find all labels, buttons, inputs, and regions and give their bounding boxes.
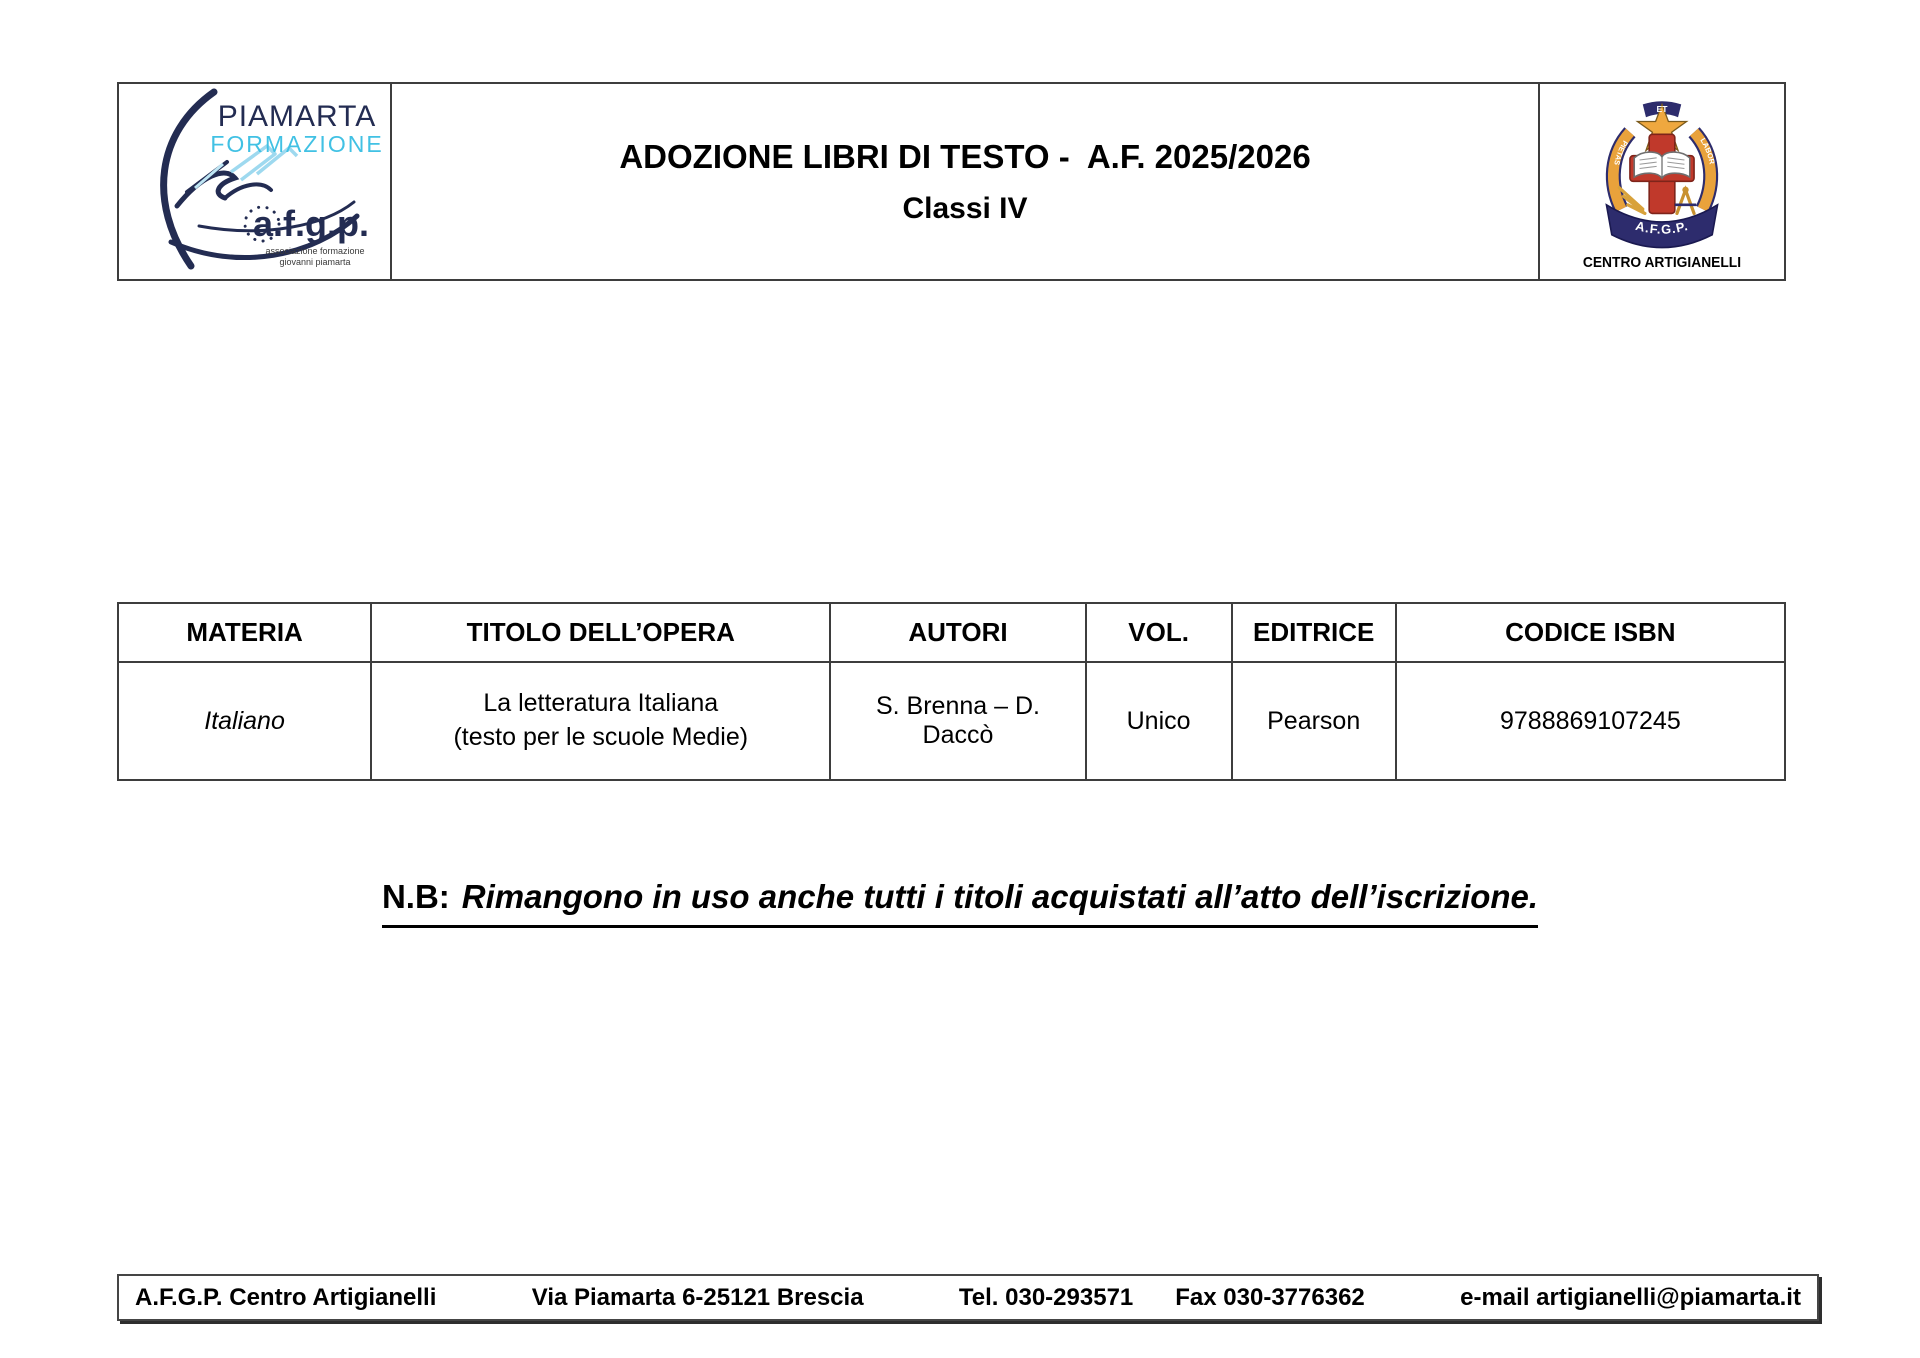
piamarta-formazione-logo xyxy=(119,84,392,279)
crest-motto-left: PIETAS xyxy=(1612,138,1630,166)
page-subtitle: Classi IV xyxy=(902,191,1028,225)
titolo-line-2: (testo per le scuole Medie) xyxy=(453,723,749,751)
col-header-isbn: CODICE ISBN xyxy=(1396,603,1785,662)
col-header-editrice: EDITRICE xyxy=(1232,603,1396,662)
table-row xyxy=(118,662,1785,780)
crest-motto-top: ET xyxy=(1656,103,1668,114)
afgp-crest-icon xyxy=(1587,98,1737,254)
header-title-cell xyxy=(392,84,1538,279)
cell-isbn: 9788869107245 xyxy=(1396,662,1785,780)
header xyxy=(117,82,1786,281)
footer-tel: Tel. 030-293571 xyxy=(958,1283,1134,1311)
logo-wordmark-piamarta: PIAMARTA xyxy=(217,100,377,133)
note xyxy=(0,878,1920,928)
crest-acronym: A.F.G.P. xyxy=(1633,217,1691,237)
logo-acronym: a.f.g.p. xyxy=(253,203,369,244)
piamarta-logo-icon xyxy=(119,84,392,279)
logo-subline-1: associazione formazione xyxy=(265,246,365,256)
footer-address: Via Piamarta 6-25121 Brescia xyxy=(531,1283,864,1311)
crest-motto-right: LABOR xyxy=(1698,136,1717,166)
note-text: Rimangono in uso anche tutti i titoli acquistati all’atto dell’iscrizione. xyxy=(461,878,1539,915)
table-header-row xyxy=(118,603,1785,662)
titolo-line-1: La letteratura Italiana xyxy=(483,689,719,718)
footer-telfax xyxy=(959,1284,1365,1312)
cell-autori: S. Brenna – D. Daccò xyxy=(830,662,1085,780)
col-header-materia: MATERIA xyxy=(118,603,371,662)
footer-fax: Fax 030-3776362 xyxy=(1175,1283,1365,1311)
cell-editrice: Pearson xyxy=(1232,662,1396,780)
books-table xyxy=(117,602,1786,781)
svg-text:A.F.G.P. xyxy=(1634,218,1690,237)
footer-email: e-mail artigianelli@piamarta.it xyxy=(1460,1283,1801,1311)
footer xyxy=(117,1274,1819,1321)
col-header-autori: AUTORI xyxy=(830,603,1085,662)
cell-vol: Unico xyxy=(1086,662,1232,780)
logo-subline-2: giovanni piamarta xyxy=(279,257,351,267)
note-underlined-line xyxy=(382,878,1538,928)
cell-titolo xyxy=(371,662,830,780)
cell-materia: Italiano xyxy=(118,662,371,780)
note-label: N.B: xyxy=(381,878,450,915)
col-header-vol: VOL. xyxy=(1086,603,1232,662)
logo-wordmark-formazione: FORMAZIONE xyxy=(210,131,384,157)
page-title: ADOZIONE LIBRI DI TESTO - A.F. 2025/2026 xyxy=(619,137,1311,175)
crest-caption: CENTRO ARTIGIANELLI xyxy=(1582,254,1742,271)
footer-org: A.F.G.P. Centro Artigianelli xyxy=(135,1283,437,1311)
col-header-titolo: TITOLO DELL’OPERA xyxy=(371,603,830,662)
afgp-crest-logo xyxy=(1538,84,1784,279)
